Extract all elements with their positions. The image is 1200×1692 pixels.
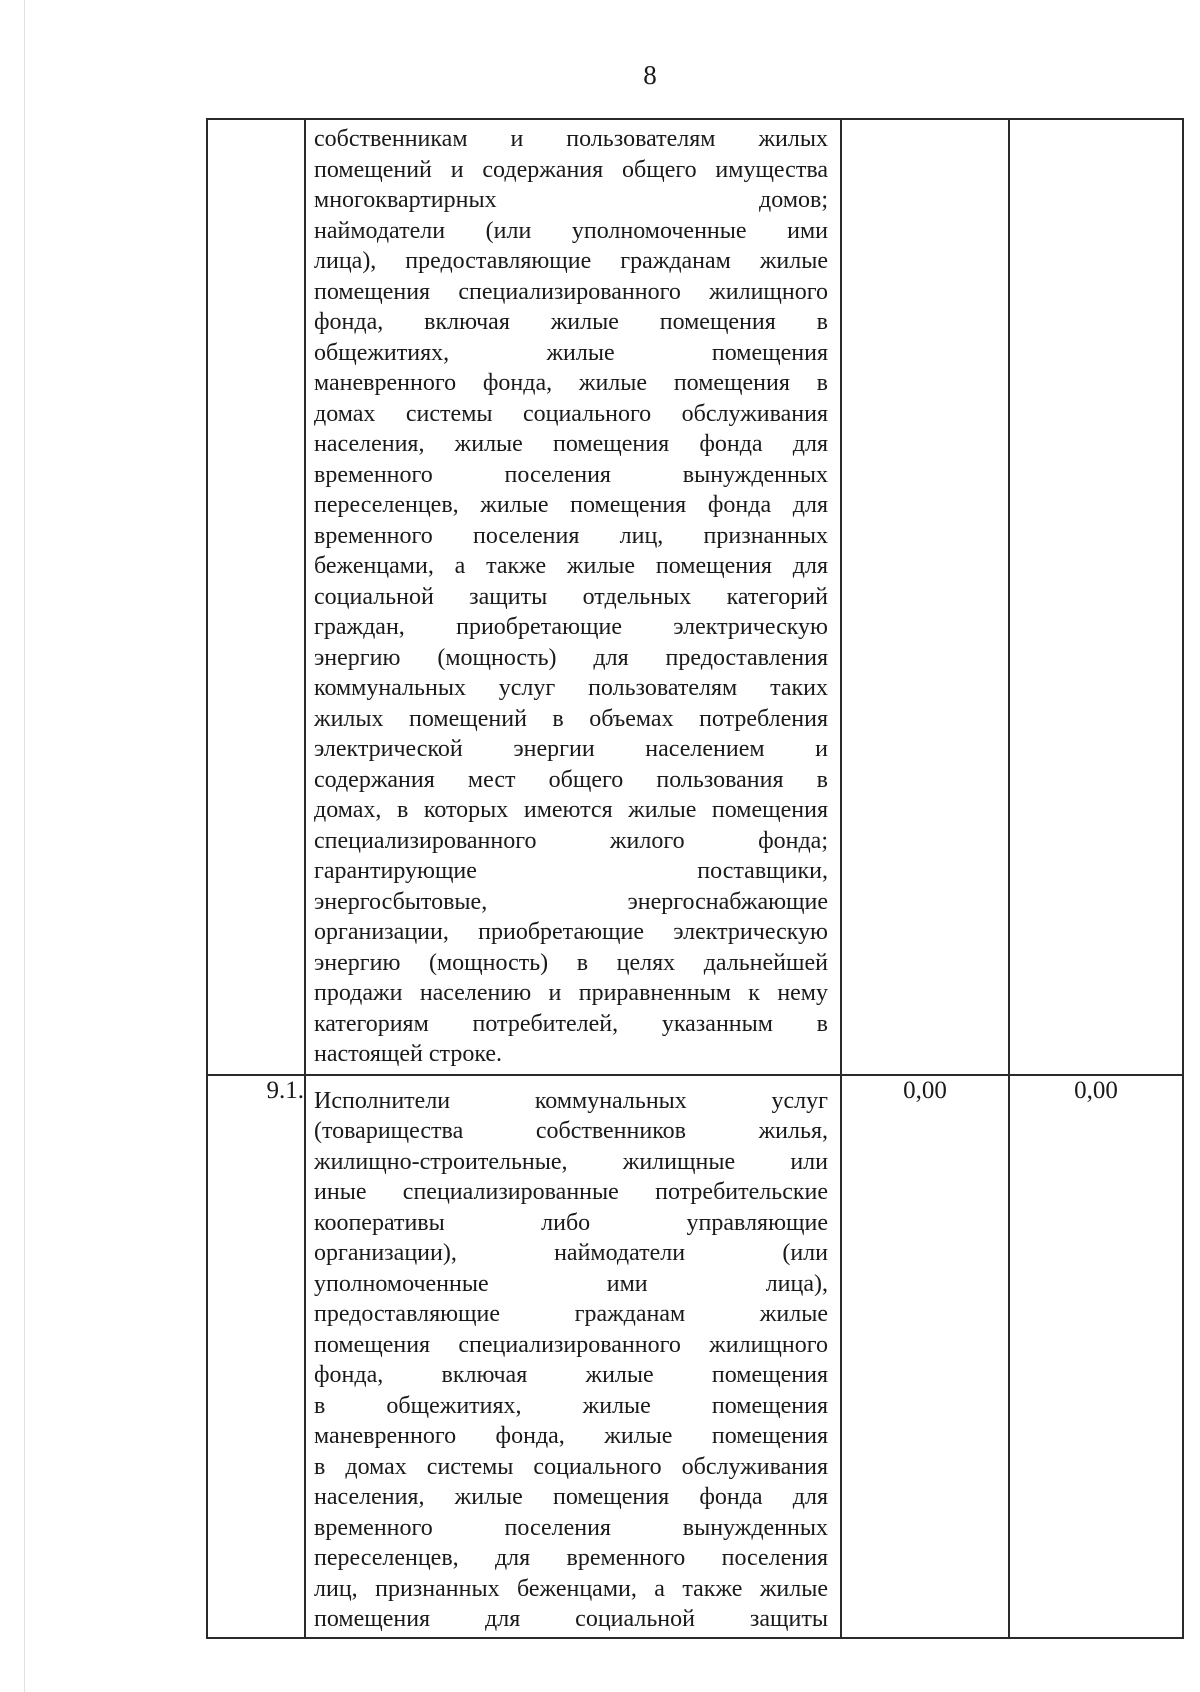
- text-line: уполномоченные ими лица),: [314, 1270, 828, 1297]
- text-line: помещения специализированного жилищного: [314, 1331, 828, 1358]
- text-line: помещения для социальной защиты: [314, 1606, 828, 1632]
- text-line: населения, жилые помещения фонда для: [314, 431, 828, 457]
- text-line: общежитиях, жилые помещения: [314, 339, 828, 366]
- text-line: содержания мест общего пользования в: [314, 766, 828, 793]
- text-line: лица), предоставляющие гражданам жилые: [314, 248, 828, 274]
- text-line: наймодатели (или уполномоченные ими: [314, 217, 828, 244]
- text-line: гарантирующие поставщики,: [314, 858, 828, 884]
- text-line: в общежитиях, жилые помещения: [314, 1392, 828, 1419]
- text-line: беженцами, а также жилые помещения для: [314, 553, 828, 579]
- text-line: коммунальных услуг пользователям таких: [314, 675, 828, 701]
- text-line: граждан, приобретающие электрическую: [314, 614, 828, 640]
- text-line: жилищно-строительные, жилищные или: [314, 1148, 828, 1175]
- text-line: настоящей строке.: [314, 1041, 503, 1067]
- text-line: социальной защиты отдельных категорий: [314, 583, 828, 610]
- text-line: переселенцев, для временного поселения: [314, 1545, 828, 1571]
- table-row: [207, 1075, 1183, 1638]
- text-line: помещений и содержания общего имущества: [314, 156, 828, 183]
- text-line: кооперативы либо управляющие: [314, 1209, 828, 1236]
- text-line: маневренного фонда, жилые помещения: [314, 1423, 828, 1449]
- text-line: собственникам и пользователям жилых: [314, 126, 828, 152]
- page-number: 8: [643, 60, 657, 90]
- description-cell: [305, 1075, 841, 1638]
- text-line: жилых помещений в объемах потребления: [314, 705, 828, 732]
- text-line: категориям потребителей, указанным в: [314, 1010, 828, 1037]
- text-line: Исполнители коммунальных услуг: [314, 1087, 828, 1114]
- value-cell-2: [1009, 119, 1183, 1075]
- text-line: предоставляющие гражданам жилые: [314, 1301, 828, 1327]
- text-line: специализированного жилого фонда;: [314, 827, 828, 854]
- description-text: [306, 120, 840, 1074]
- text-line: помещения специализированного жилищного: [314, 278, 828, 305]
- text-line: энергосбытовые, энергоснабжающие: [314, 888, 828, 915]
- text-line: в домах системы социального обслуживания: [314, 1453, 828, 1480]
- text-line: населения, жилые помещения фонда для: [314, 1484, 828, 1510]
- description-text: [306, 1076, 840, 1637]
- text-line: иные специализированные потребительские: [314, 1179, 828, 1205]
- text-line: электрической энергии населением и: [314, 736, 828, 762]
- text-line: фонда, включая жилые помещения в: [314, 309, 828, 335]
- text-line: организации), наймодатели (или: [314, 1240, 828, 1266]
- tariff-table: [206, 118, 1184, 1639]
- text-line: маневренного фонда, жилые помещения в: [314, 370, 828, 396]
- text-line: временного поселения вынужденных: [314, 1514, 828, 1541]
- text-line: переселенцев, жилые помещения фонда для: [314, 492, 828, 518]
- text-line: энергию (мощность) в целях дальнейшей: [314, 949, 828, 976]
- text-line: фонда, включая жилые помещения: [314, 1362, 828, 1388]
- value-cell-2: 0,00: [1009, 1075, 1183, 1638]
- text-line: лиц, признанных беженцами, а также жилые: [314, 1575, 828, 1602]
- row-number-cell: 9.1.: [207, 1075, 305, 1638]
- text-line: временного поселения вынужденных: [314, 461, 828, 488]
- value-cell-1: 0,00: [841, 1075, 1009, 1638]
- value-cell-1: [841, 119, 1009, 1075]
- text-line: энергию (мощность) для предоставления: [314, 644, 828, 671]
- text-line: временного поселения лиц, признанных: [314, 522, 828, 549]
- text-line: многоквартирных домов;: [314, 187, 828, 213]
- text-line: (товарищества собственников жилья,: [314, 1118, 828, 1144]
- text-line: домах, в которых имеются жилые помещения: [314, 797, 828, 823]
- table-row: [207, 119, 1183, 1075]
- scan-edge-line: [24, 0, 25, 1692]
- text-line: организации, приобретающие электрическую: [314, 919, 828, 945]
- row-number-cell: [207, 119, 305, 1075]
- text-line: домах системы социального обслуживания: [314, 400, 828, 427]
- description-cell: [305, 119, 841, 1075]
- text-line: продажи населению и приравненным к нему: [314, 980, 828, 1006]
